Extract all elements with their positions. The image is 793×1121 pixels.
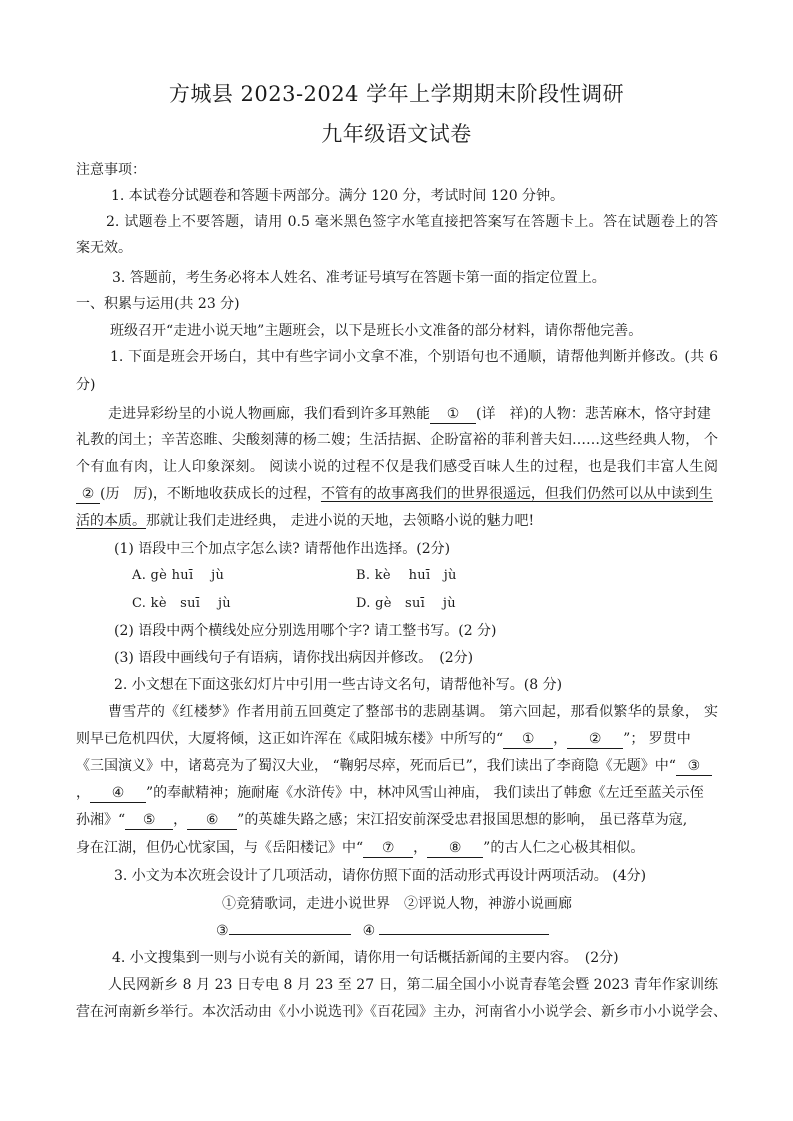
poem-blank-1: ① <box>503 730 553 749</box>
note-item-1: 1. 本试卷分试题卷和答题卡两部分。满分 120 分，考试时间 120 分钟。 <box>111 188 565 204</box>
underlined-sentence: 不管有的故事离我们的世界很遥远，但我们仍然可以从中读到生 <box>320 486 713 502</box>
blank-1: ① <box>430 405 476 424</box>
poem-blank-6: ⑥ <box>187 811 237 830</box>
option-c: C. kè suī jù <box>132 596 231 611</box>
poem-blank-4: ④ <box>90 784 146 803</box>
poem-blank-5: ⑤ <box>125 811 173 830</box>
sub-question-1: (1) 语段中三个加点字怎么读? 请帮他作出选择。(2分) <box>114 541 451 557</box>
poem-blank-7: ⑦ <box>363 839 413 858</box>
q2-line-6: 身在江湖，但仍心忧家国，与《岳阳楼记》中“ ⑦ ， ⑧ ”的古人仁之心极其相似。 <box>76 840 645 856</box>
q2-line-5: 孙湘》“ ⑤ ， ⑥ ”的英雄失路之感；宋江招安前深受忠君报国思想的影响， 虽已落草为寇, <box>76 812 688 828</box>
question-3: 3. 小文为本次班会设计了几项活动，请你仿照下面的活动形式再设计两项活动。 (4分) <box>114 868 647 884</box>
question-1-cont: 分) <box>76 377 96 393</box>
exam-title: 方城县 2023-2024 学年上学期期末阶段性调研 <box>168 82 625 106</box>
q2-line-2: 则早已危机四伏，大厦将倾，这正如许浑在《咸阳城东楼》中所写的“ ① ， ② ”； 罗贯中 <box>76 731 691 747</box>
section-heading: 一、积累与运用(共 23 分) <box>76 296 240 312</box>
note-item-3: 3. 答题前，考生务必将本人姓名、准考证号填写在答题卡第一面的指定位置上。 <box>112 270 606 286</box>
question-4: 4. 小文搜集到一则与小说有关的新闻，请你用一句话概括新闻的主要内容。 (2分) <box>112 950 619 966</box>
passage-line-1: 走进异彩纷呈的小说人物画廊，我们看到许多耳熟能 ① (详 祥)的人物：悲苦麻木，恪守封建 <box>108 406 711 422</box>
poem-blank-8: ⑧ <box>427 839 483 858</box>
passage-line-5: 活的本质。那就让我们走进经典， 走进小说的天地，去领略小说的魅力吧! <box>76 513 535 529</box>
poem-blank-3: ③ <box>676 757 712 776</box>
option-d: D. gè suī jù <box>356 596 456 611</box>
section-intro: 班级召开“走进小说天地”主题班会，以下是班长小文准备的部分材料，请你帮他完善。 <box>110 323 643 339</box>
sub-question-2: (2) 语段中两个横线处应分别选用哪个字? 请工整书写。(2 分) <box>114 623 497 639</box>
note-item-2: 2. 试题卷上不要答题，请用 0.5 毫米黑色签字水笔直接把答案写在答题卡上。答在试题卷上的答 <box>106 214 718 230</box>
option-b: B. kè huī jù <box>356 568 457 583</box>
note-item-2-cont: 案无效。 <box>76 240 132 256</box>
activity-blank-4 <box>379 934 549 935</box>
passage-line-4: ② (历 厉)，不断地收获成长的过程，不管有的故事离我们的世界很遥远，但我们仍然可以从中读到生 <box>76 484 718 504</box>
question-2: 2. 小文想在下面这张幻灯片中引用一些古诗文名句，请帮他补写。(8 分) <box>114 677 563 693</box>
news-line-2: 营在河南新乡举行。本次活动由《小小说选刊》《百花园》主办，河南省小小说学会、新乡市小小说学会、 <box>76 1004 727 1020</box>
news-line-1: 人民网新乡 8 月 23 日专电 8 月 23 至 27 日，第二届全国小小说青春笔会暨 2023 青年作家训练 <box>108 977 718 993</box>
poem-blank-2: ② <box>567 730 623 749</box>
option-a: A. gè huī jù <box>132 568 225 583</box>
passage-line-3: 个有血有肉，让人印象深刻。 阅读小说的过程不仅是我们感受百味人生的过程，也是我们丰富人生阅 <box>76 459 718 475</box>
passage-line-2: 礼教的闰土；辛苦恣睢、尖酸刻薄的杨二嫂；生活拮据、企盼富裕的菲利普夫妇……这些经典人物， 个 <box>76 432 718 448</box>
q3-activities: ①竞猜歌词，走进小说世界 ②评说人物，神游小说画廊 <box>222 896 572 912</box>
blank-2: ② <box>76 485 100 504</box>
underlined-sentence-end: 活的本质。 <box>76 513 146 529</box>
q3-answer-slots: ③ ④ <box>216 921 616 941</box>
sub-question-3: (3) 语段中画线句子有语病，请你找出病因并修改。 (2分) <box>114 650 474 666</box>
activity-blank-3 <box>229 934 351 935</box>
q2-line-1: 曹雪芹的《红楼梦》作者用前五回奠定了整部书的悲剧基调。 第六回起，那看似繁华的景象， 实 <box>108 704 718 720</box>
exam-subtitle: 九年级语文试卷 <box>321 122 472 146</box>
question-1: 1. 下面是班会开场白，其中有些字词小文拿不准，个别语句也不通顺，请帮他判断并修改。(共 6 <box>110 349 718 365</box>
q2-line-4: ， ④ ”的奉献精神；施耐庵《水浒传》中，林冲风雪山神庙， 我们读出了韩愈《左迁至蓝关示侄 <box>76 785 704 801</box>
q2-line-3: 《三国演义》中，诸葛亮为了蜀汉大业， “鞠躬尽瘁，死而后已”，我们读出了李商隐《无题》中“ ③ <box>76 756 718 776</box>
notes-heading: 注意事项： <box>76 162 146 178</box>
